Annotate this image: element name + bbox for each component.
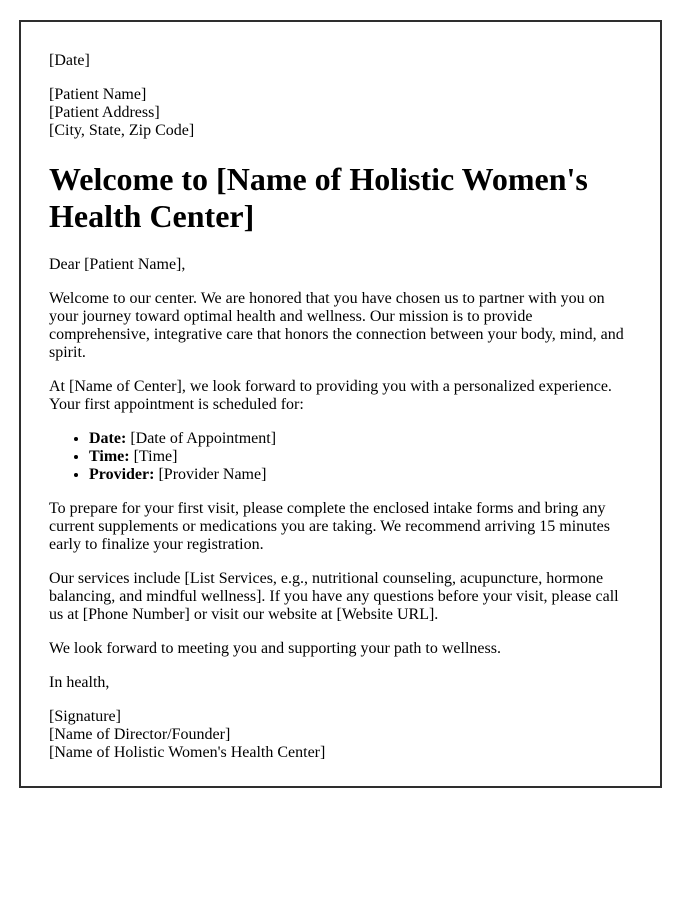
recipient-line: [Patient Name]: [49, 86, 147, 103]
appointment-item-value: [Date of Appointment]: [130, 429, 277, 447]
signature-line: [Signature]: [49, 707, 121, 725]
appointment-item-value: [Time]: [133, 447, 178, 465]
services-paragraph: Our services include [List Services, e.g., nutritional counseling, acupuncture, hormone balancing, and mindful wellness]. If you have any questions before your visit, please call us at [Phone Number] or visit our website at [Website URL].: [49, 569, 619, 623]
appointment-item-label: Date:: [89, 429, 127, 447]
appointment-item: [89, 430, 636, 448]
salutation: Dear [Patient Name],: [49, 255, 186, 273]
letter-page: [19, 20, 662, 788]
intro-paragraph: Welcome to our center. We are honored that you have chosen us to partner with you on your journey toward optimal health and wellness. Our mission is to provide comprehensive, integrative care that honors the connection between your body, mind, and spirit.: [49, 289, 624, 361]
closing-line-paragraph: We look forward to meeting you and supporting your path to wellness.: [49, 639, 501, 657]
recipient-block: [49, 86, 636, 140]
appointment-item: [89, 466, 636, 484]
appointment-item-label: Provider:: [89, 465, 155, 483]
signature-line: [Name of Holistic Women's Health Center]: [49, 743, 326, 761]
preparation-paragraph: To prepare for your first visit, please complete the enclosed intake forms and bring any current supplements or medications you are taking. We recommend arriving 15 minutes early to finalize your registration.: [49, 499, 610, 553]
appointment-item-value: [Provider Name]: [158, 465, 267, 483]
sign-off: In health,: [49, 673, 110, 691]
signature-block: [49, 708, 636, 762]
date-line: [Date]: [49, 52, 90, 69]
recipient-line: [City, State, Zip Code]: [49, 122, 195, 139]
signature-line: [Name of Director/Founder]: [49, 725, 231, 743]
recipient-line: [Patient Address]: [49, 104, 160, 121]
appointment-intro-paragraph: At [Name of Center], we look forward to providing you with a personalized experience. Your first appointment is scheduled for:: [49, 377, 612, 413]
appointment-list: [49, 430, 636, 484]
appointment-item: [89, 448, 636, 466]
appointment-item-label: Time:: [89, 447, 130, 465]
letter-heading: Welcome to [Name of Holistic Women's Health Center]: [49, 161, 588, 234]
